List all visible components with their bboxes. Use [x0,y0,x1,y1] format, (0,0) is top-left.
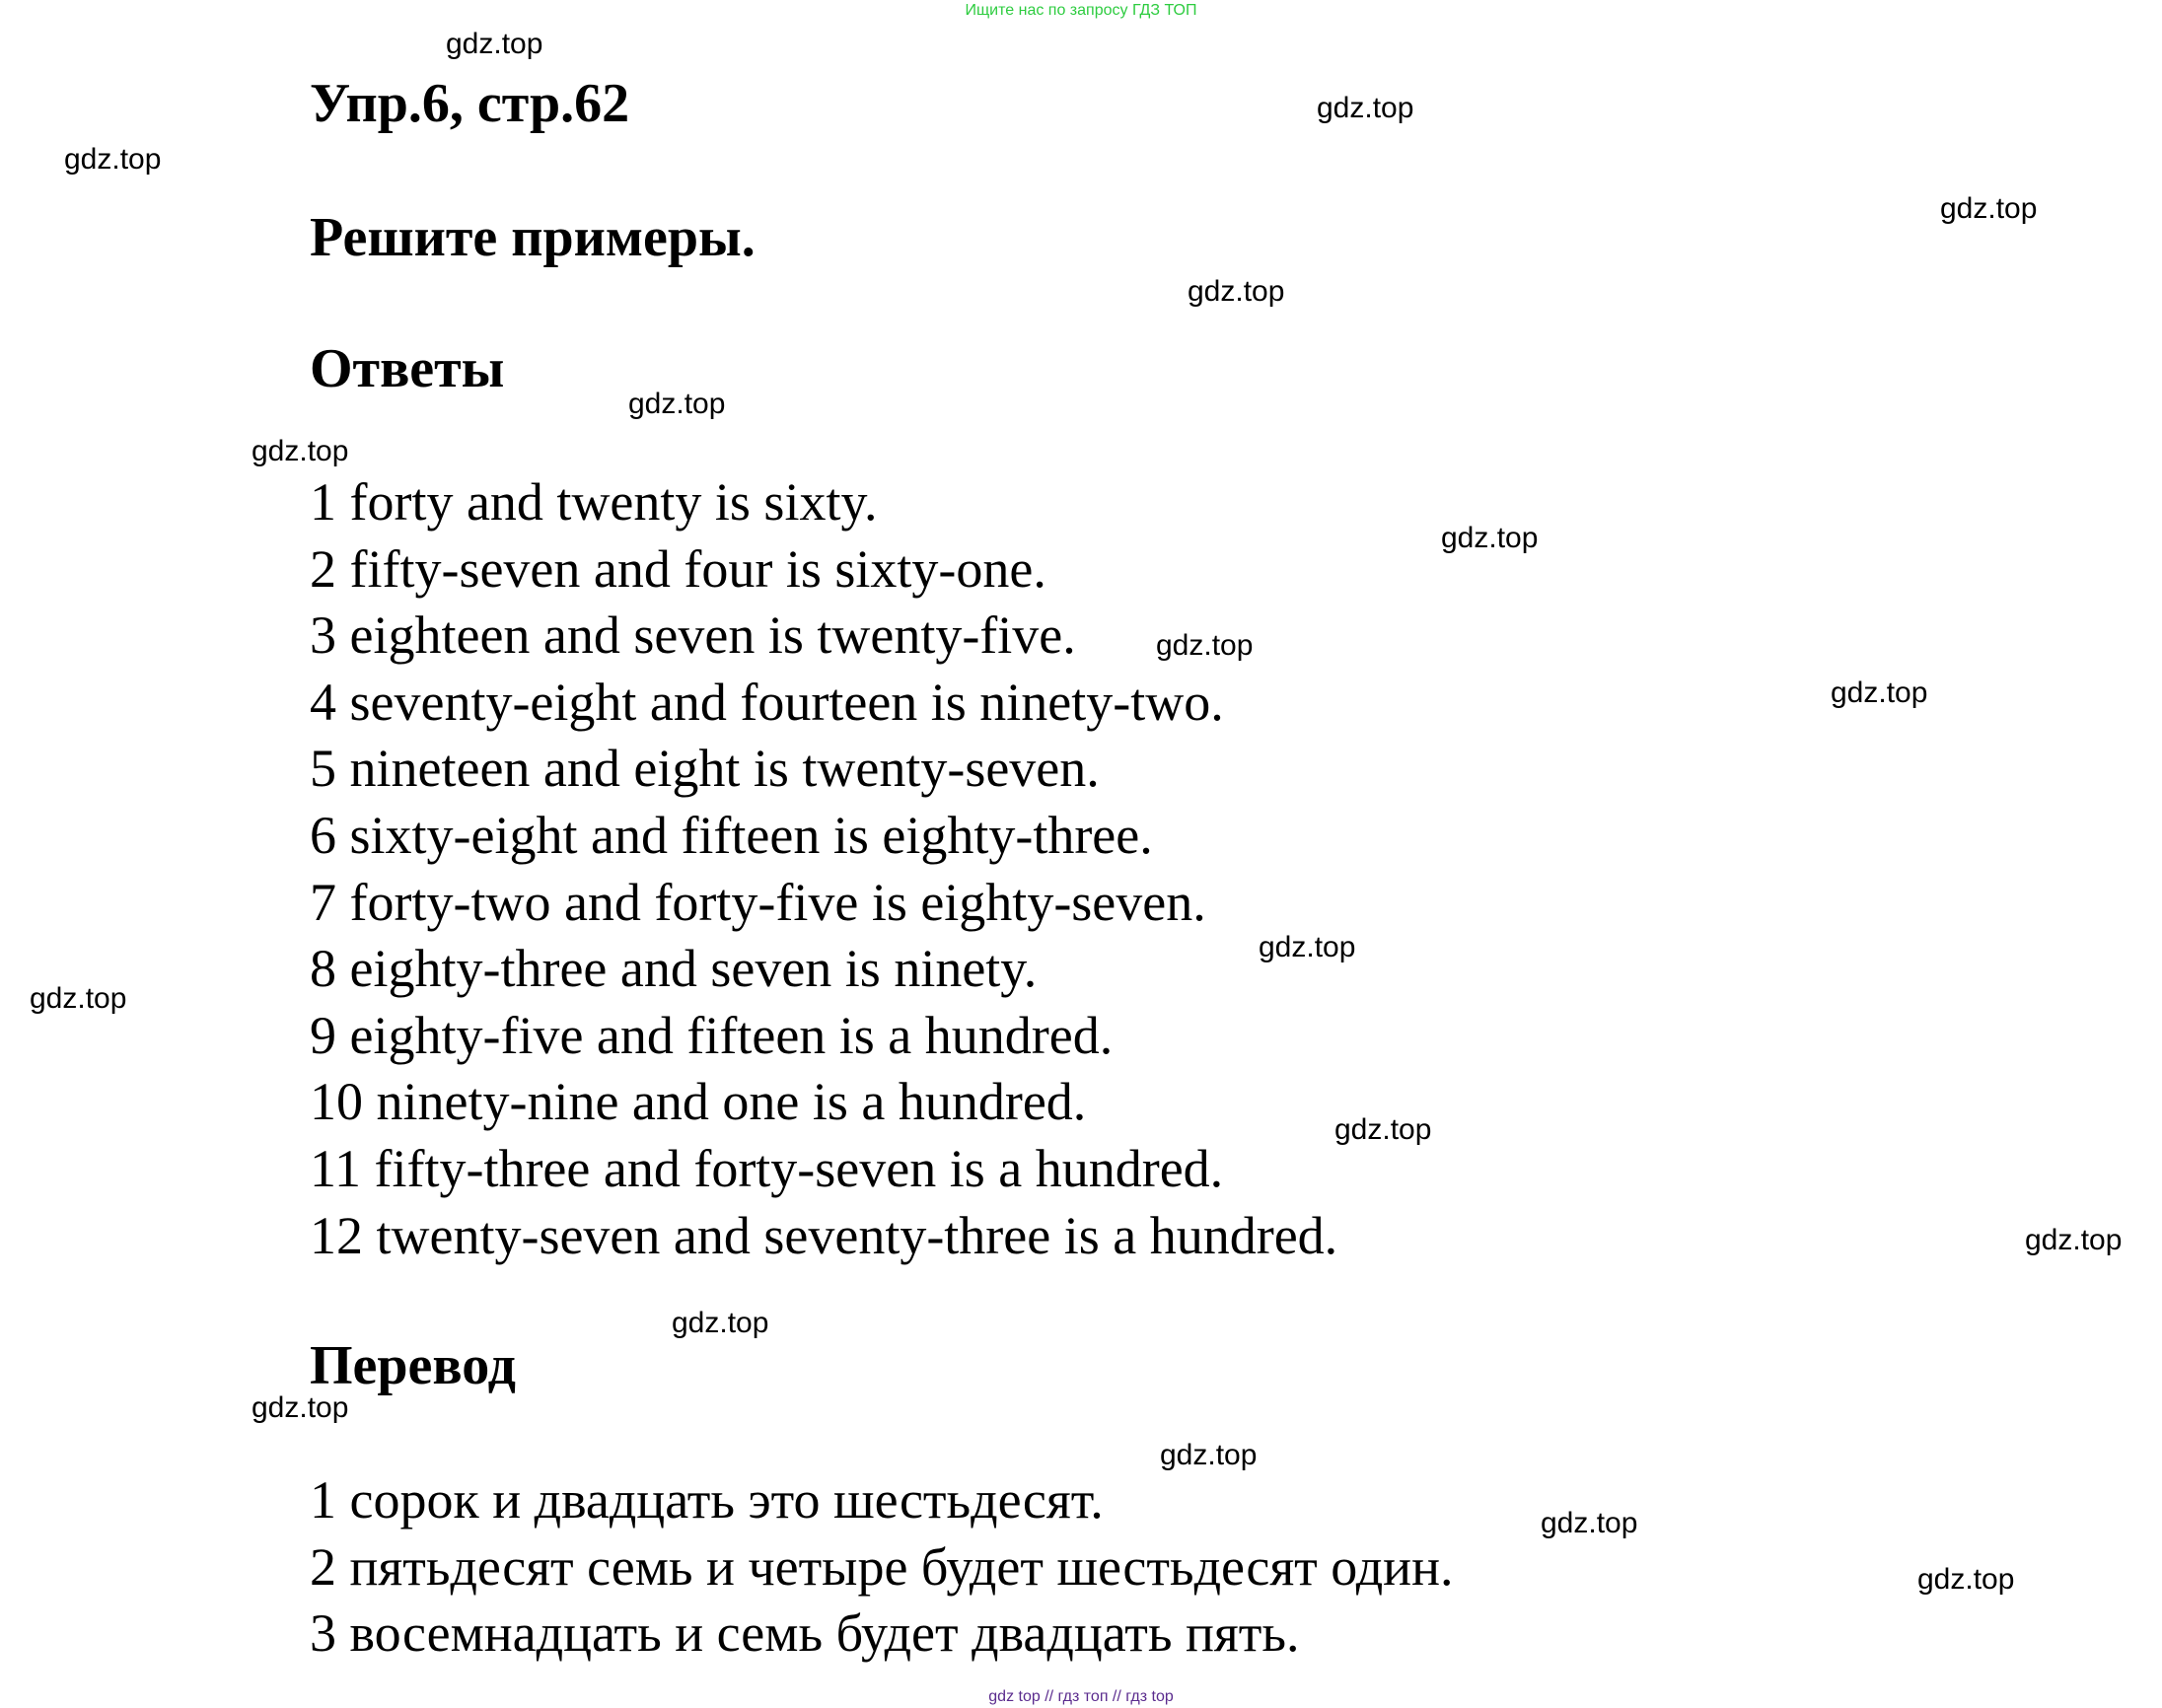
top-banner: Ищите нас по запросу ГДЗ ТОП [965,2,1197,19]
watermark: gdz.top [1317,92,1414,124]
translation-list [310,1467,1453,1668]
watermark: gdz.top [1259,931,1356,963]
answer-item: 12 twenty-seven and seventy-three is a hundred. [310,1205,1338,1265]
translation-item: 3 восемнадцать и семь будет двадцать пять. [310,1603,1300,1664]
answers-heading: Ответы [310,338,505,399]
answer-item: 3 eighteen and seven is twenty-five. [310,605,1076,666]
answer-item: 6 sixty-eight and fifteen is eighty-three. [310,805,1153,865]
answer-item: 9 eighty-five and fifteen is a hundred. [310,1005,1114,1065]
watermark: gdz.top [1188,275,1285,308]
translation-item: 2 пятьдесят семь и четыре будет шестьдесят один. [310,1536,1454,1597]
answer-item: 2 fifty-seven and four is sixty-one. [310,538,1046,599]
watermark: gdz.top [1441,522,1539,554]
watermark: gdz.top [30,982,127,1015]
translation-heading: Перевод [310,1335,516,1396]
watermark: gdz.top [1334,1113,1432,1146]
watermark: gdz.top [1160,1439,1258,1471]
footer-links: gdz top // гдз топ // гдз top [988,1688,1174,1705]
answer-item: 8 eighty-three and seven is ninety. [310,939,1038,999]
task-heading: Решите примеры. [310,207,756,268]
answer-item: 11 fifty-three and forty-seven is a hundred. [310,1138,1224,1198]
watermark: gdz.top [1940,192,2038,225]
answer-item: 4 seventy-eight and fourteen is ninety-two. [310,672,1224,732]
page-title: Упр.6, стр.62 [310,73,630,134]
watermark: gdz.top [1917,1563,2015,1596]
answers-list [310,469,1337,1269]
watermark: gdz.top [628,388,726,420]
answer-item: 10 ninety-nine and one is a hundred. [310,1072,1087,1132]
answer-item: 7 forty-two and forty-five is eighty-seven. [310,872,1206,932]
watermark: gdz.top [252,1391,349,1424]
answer-item: 1 forty and twenty is sixty. [310,472,878,532]
watermark: gdz.top [1541,1507,1638,1539]
watermark: gdz.top [1831,676,1928,709]
watermark: gdz.top [446,28,543,60]
watermark: gdz.top [672,1307,769,1339]
answer-item: 5 nineteen and eight is twenty-seven. [310,739,1100,799]
watermark: gdz.top [1156,629,1254,662]
watermark: gdz.top [2025,1224,2123,1256]
watermark: gdz.top [64,143,162,176]
watermark: gdz.top [252,435,349,467]
translation-item: 1 сорок и двадцать это шестьдесят. [310,1470,1104,1530]
